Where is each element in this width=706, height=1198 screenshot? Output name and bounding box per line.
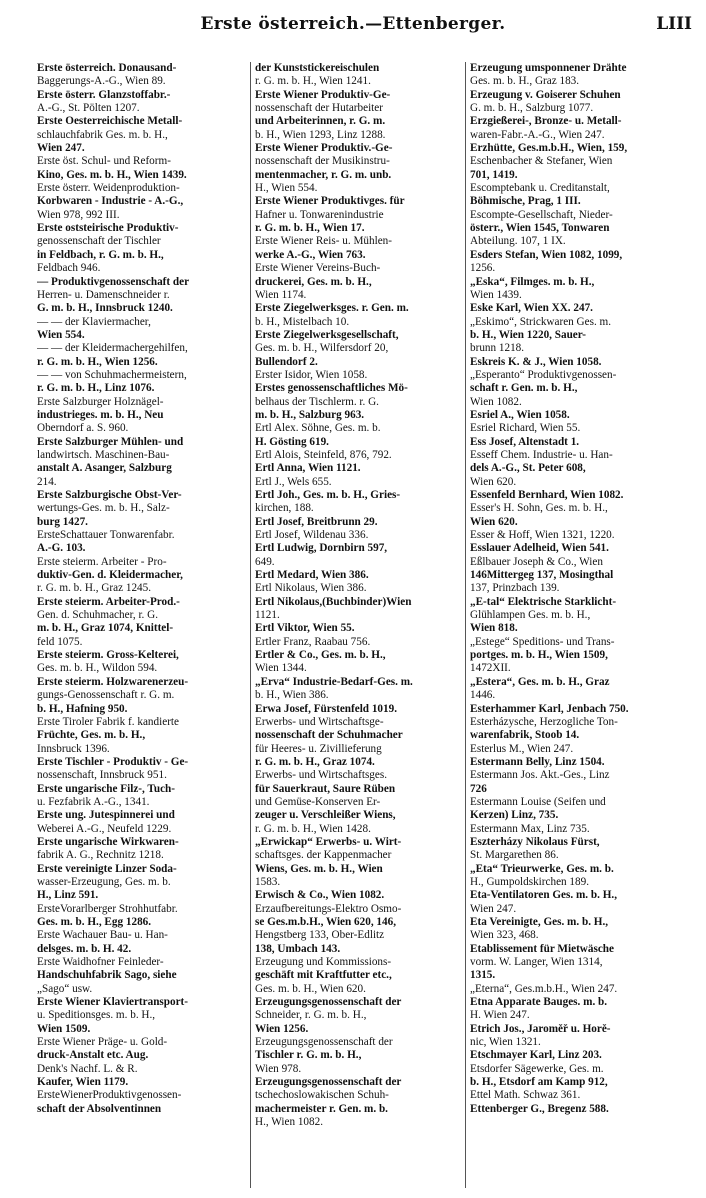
entry-line: Tischler r. G. m. b. H., <box>255 1049 362 1062</box>
page-number: LIII <box>656 14 692 34</box>
entry-line: H., Wien 1082. <box>255 1116 324 1129</box>
entry-line: m. b. H., Graz 1074, Knittel- <box>37 622 174 635</box>
entry-line: dels A.-G., St. Peter 608, <box>470 462 586 475</box>
entry-line: u. Fezfabrik A.-G., 1341. <box>37 795 150 808</box>
entry-line: 146Mittergeg 137, Mosingthal <box>470 569 614 582</box>
entry-line: Erste steierm. Holzwarenerzeu- <box>37 675 189 688</box>
entry-line: Erstes genossenschaftliches Mö- <box>255 382 408 395</box>
entry-line: Wien 620. <box>470 515 518 528</box>
entry-line: G. m. b. H., Innsbruck 1240. <box>37 302 173 315</box>
entry-line: und Arbeiterinnen, r. G. m. <box>255 115 386 128</box>
entry-line: Erzeugung umsponnener Drähte <box>470 62 627 74</box>
entry-line: druck-Anstalt etc. Aug. <box>37 1049 149 1062</box>
entry-line: portges. m. b. H., Wien 1509, <box>470 649 608 662</box>
entry-line: für Sauerkraut, Saure Rüben <box>255 782 396 795</box>
entry-line: Wien 620. <box>470 475 517 488</box>
entry-line: Ges. m. b. H., Graz 183. <box>470 75 580 88</box>
entry-line: — — der Kleidermachergehilfen, <box>37 342 188 355</box>
entry-line: nossenschaft der Schuhmacher <box>255 729 403 742</box>
entry-line: Estermann Max, Linz 735. <box>470 822 590 835</box>
entry-line: H., Linz 591. <box>37 889 99 902</box>
entry-line: wasser-Erzeugung, Ges. m. b. <box>37 875 171 888</box>
entry-line: „Eta“ Trieurwerke, Ges. m. b. <box>470 862 614 875</box>
entry-line: Baggerungs-A.-G., Wien 89. <box>37 75 166 88</box>
entry-line: Kaufer, Wien 1179. <box>37 1076 129 1089</box>
entry-line: 137, Prinzbach 139. <box>470 582 560 595</box>
entry-line: Ettel Math. Schwaz 361. <box>470 1089 581 1102</box>
entry-line: Korbwaren - Industrie - A.-G., <box>37 195 184 208</box>
entry-line: Esslauer Adelheid, Wien 541. <box>470 542 609 555</box>
entry-line: Schneider, r. G. m. b. H., <box>255 1009 367 1022</box>
entry-line: Erste Tischler - Produktiv - Ge- <box>37 755 189 768</box>
entry-line: Erste öst. Schul- und Reform- <box>37 155 171 168</box>
entry-line: anstalt A. Asanger, Salzburg <box>37 462 172 475</box>
entry-line: 1446. <box>470 689 496 702</box>
entry-line: Etrich Jos., Jaroměř u. Horě- <box>470 1022 611 1035</box>
entry-line: Erste steierm. Gross-Kelterei, <box>37 649 179 662</box>
entry-line: A.-G., St. Pölten 1207. <box>37 102 140 115</box>
entry-line: landwirtsch. Maschinen-Bau- <box>37 448 170 461</box>
entry-line: m. b. H., Salzburg 963. <box>255 408 365 421</box>
entry-line: H. Gösting 619. <box>255 435 329 448</box>
entry-line: delsges. m. b. H. 42. <box>37 942 132 955</box>
entry-line: Böhmische, Prag, 1 III. <box>470 195 581 208</box>
entry-line: Esders Stefan, Wien 1082, 1099, <box>470 248 623 261</box>
entry-line: nic, Wien 1321. <box>470 1036 541 1049</box>
entry-line: r. G. m. b. H., Wien 17. <box>255 222 365 235</box>
entry-line: Esriel A., Wien 1058. <box>470 408 570 421</box>
entry-line: Erzeugungsgenossenschaft der <box>255 996 402 1009</box>
entry-line: Wiens, Ges. m. b. H., Wien <box>255 862 383 875</box>
entry-line: industrieges. m. b. H., Neu <box>37 408 164 421</box>
entry-line: schaft r. Gen. m. b. H., <box>470 382 578 395</box>
entry-line: 649. <box>255 555 275 568</box>
entry-line: Weberei A.-G., Neufeld 1229. <box>37 822 172 835</box>
entry-line: Erzhütte, Ges.m.b.H., Wien, 159, <box>470 142 628 155</box>
entry-line: Eskreis K. & J., Wien 1058. <box>470 355 602 368</box>
entry-line: Ertl Josef, Breitbrunn 29. <box>255 515 378 528</box>
entry-line: ErsteSchattauer Tonwarenfabr. <box>37 529 175 542</box>
entry-line: 1583. <box>255 875 281 888</box>
entry-line: schlauchfabrik Ges. m. b. H., <box>37 128 168 141</box>
entry-line: duktiv-Gen. d. Kleidermacher, <box>37 569 183 582</box>
entry-line: Esterlus M., Wien 247. <box>470 742 574 755</box>
entry-line: r. G. m. b. H., Wien 1256. <box>37 355 158 368</box>
entry-line: „Sago“ usw. <box>37 982 93 995</box>
entry-line: b. H., Wien 386. <box>255 689 329 702</box>
entry-line: Erzeugung und Kommissions- <box>255 956 392 969</box>
entry-line: r. G. m. b. H., Wien 1241. <box>255 75 371 88</box>
entry-line: b. H., Etsdorf am Kamp 912, <box>470 1076 608 1089</box>
entry-line: Wien 1256. <box>255 1022 309 1035</box>
entry-line: A.-G. 103. <box>37 542 86 555</box>
entry-line: wertungs-Ges. m. b. H., Salz- <box>37 502 170 515</box>
entry-line: zeuger u. Verschleißer Wiens, <box>255 809 396 822</box>
entry-line: Erste Salzburgische Obst-Ver- <box>37 489 182 501</box>
entry-line: brunn 1218. <box>470 342 525 355</box>
entry-line: Erste ungarische Wirkwaren- <box>37 835 179 848</box>
entry-line: werke A.-G., Wien 763. <box>255 248 366 261</box>
entry-line: Ertl Josef, Wildenau 336. <box>255 529 369 542</box>
entry-line: nossenschaft der Hutarbeiter <box>255 102 383 115</box>
entry-line: r. G. m. b. H., Linz 1076. <box>37 382 155 395</box>
entry-line: geschäft mit Kraftfutter etc., <box>255 969 392 982</box>
entry-line: Etablissement für Mietwäsche <box>470 942 614 955</box>
entry-line: Ges. m. b. H., Wilfersdorf 20, <box>255 342 389 355</box>
entry-line: Erzeugungsgenossenschaft der <box>255 1036 393 1049</box>
entry-line: Erste ungarische Filz-, Tuch- <box>37 782 175 795</box>
entry-line: Glühlampen Ges. m. b. H., <box>470 609 591 622</box>
page-title: Erste österreich.—Ettenberger. <box>200 14 506 34</box>
entry-line: — — der Klaviermacher, <box>37 315 151 328</box>
entry-line: Ess Josef, Altenstadt 1. <box>470 435 580 448</box>
entry-line: Erste Salzburger Mühlen- und <box>37 435 184 448</box>
entry-line: Erste Wachauer Bau- u. Han- <box>37 929 168 942</box>
entry-line: schaftsges. der Kappenmacher <box>255 849 392 862</box>
entry-line: Wien 247. <box>37 142 85 155</box>
entry-line: Erwerbs- und Wirtschaftsge- <box>255 715 384 728</box>
entry-line: ErsteVorarlberger Strohhutfabr. <box>37 902 178 915</box>
entry-line: Ertl Anna, Wien 1121. <box>255 462 361 475</box>
entry-line: Etsdorfer Sägewerke, Ges. m. <box>470 1062 604 1075</box>
entry-line: Wien 978. <box>255 1062 302 1075</box>
entry-line: — Produktivgenossenschaft der <box>37 275 190 288</box>
entry-line: Hafner u. Tonwarenindustrie <box>255 208 384 221</box>
entry-line: Wien 554. <box>37 328 85 341</box>
entry-line: Wien 818. <box>470 622 518 635</box>
entry-line: Erste Waidhofner Feinleder- <box>37 956 164 969</box>
entry-line: Estermann Jos. Akt.-Ges., Linz <box>470 769 610 782</box>
entry-line: Ges. m. b. H., Egg 1286. <box>37 916 152 928</box>
entry-line: Gen. d. Schuhmacher, r. G. <box>37 609 159 622</box>
entry-line: Erster Isidor, Wien 1058. <box>255 368 368 381</box>
entry-line: Erste ung. Jutespinnerei und <box>37 809 175 822</box>
entry-line: 1256. <box>470 262 496 275</box>
entry-line: 138, Umbach 143. <box>255 942 341 955</box>
entry-line: Wien 1174. <box>255 288 307 301</box>
entry-line: Erste Wiener Produktivges. für <box>255 195 405 208</box>
entry-line: Erste Wiener Präge- u. Gold- <box>37 1036 168 1049</box>
entry-line: Denk's Nachf. L. & R. <box>37 1062 138 1075</box>
entry-line: machermeister r. Gen. m. b. <box>255 1102 388 1115</box>
entry-line: Erwa Josef, Fürstenfeld 1019. <box>255 702 398 715</box>
entry-line: ErsteWienerProduktivgenossen- <box>37 1089 182 1102</box>
entry-line: St. Margarethen 86. <box>470 849 559 862</box>
entry-line: 1472XII. <box>470 662 511 675</box>
entry-line: Eske Karl, Wien XX. 247. <box>470 302 593 315</box>
entry-line: burg 1427. <box>37 515 88 528</box>
column-1 <box>37 62 259 1190</box>
entry-line: Esseff Chem. Industrie- u. Han- <box>470 448 613 461</box>
entry-line: druckerei, Ges. m. b. H., <box>255 275 372 288</box>
entry-line: genossenschaft der Tischler <box>37 235 161 248</box>
entry-line: Esterhammer Karl, Jenbach 750. <box>470 702 629 715</box>
entry-line: Ertl Medard, Wien 386. <box>255 569 369 582</box>
entry-line: 214. <box>37 475 57 488</box>
entry-line: Hengstberg 133, Ober-Edlitz <box>255 929 385 942</box>
entry-line: Erste Oesterreichische Metall- <box>37 115 183 128</box>
entry-line: „Estege“ Speditions- und Trans- <box>470 635 615 648</box>
entry-line: waren-Fabr.-A.-G., Wien 247. <box>470 128 605 141</box>
entry-line: Ertl J., Wels 655. <box>255 475 332 488</box>
entry-line: Erzeugung v. Goiserer Schuhen <box>470 88 621 101</box>
entry-line: Estermann Belly, Linz 1504. <box>470 755 605 768</box>
entry-line: H. Wien 247. <box>470 1009 530 1022</box>
entry-line: Esser & Hoff, Wien 1321, 1220. <box>470 529 615 542</box>
entry-line: Erwisch & Co., Wien 1082. <box>255 889 385 902</box>
entry-line: nossenschaft der Musikinstru- <box>255 155 390 168</box>
entry-line: Ertl Viktor, Wien 55. <box>255 622 355 635</box>
entry-line: 1315. <box>470 969 496 982</box>
entry-line: 701, 1419. <box>470 168 518 181</box>
entry-line: 1121. <box>255 609 280 622</box>
entry-line: Erste steierm. Arbeiter - Pro- <box>37 555 167 568</box>
entry-line: kirchen, 188. <box>255 502 314 515</box>
entry-line: H., Wien 554. <box>255 182 318 195</box>
entry-line: „Erva“ Industrie-Bedarf-Ges. m. <box>255 675 413 688</box>
entry-line: Eta-Ventilatoren Ges. m. b. H., <box>470 889 617 902</box>
entry-line: H., Gumpoldskirchen 189. <box>470 875 590 888</box>
entry-line: r. G. m. b. H., Graz 1074. <box>255 755 375 768</box>
entry-line: „Eterna“, Ges.m.b.H., Wien 247. <box>470 982 618 995</box>
entry-line: Erste Wiener Vereins-Buch- <box>255 262 381 275</box>
entry-line: Erste Ziegelwerksges. r. Gen. m. <box>255 302 409 315</box>
entry-line: Wien 1509. <box>37 1022 91 1035</box>
entry-line: „Esperanto“ Produktivgenossen- <box>470 368 617 381</box>
entry-line: feld 1075. <box>37 635 83 648</box>
entry-line: der Kunststickereischulen <box>255 62 380 74</box>
entry-line: b. H., Wien 1220, Sauer- <box>470 328 587 341</box>
entry-line: Erste österr. Glanzstoffabr.- <box>37 88 171 101</box>
entry-line: Erste Wiener Produktiv-Ge- <box>255 88 391 101</box>
entry-line: r. G. m. b. H., Wien 1428. <box>255 822 371 835</box>
entry-line: „Eskimo“, Strickwaren Ges. m. <box>470 315 612 328</box>
entry-line: mentenmacher, r. G. m. unb. <box>255 168 392 181</box>
entry-line: Ertl Alois, Steinfeld, 876, 792. <box>255 448 392 461</box>
entry-line: Erste vereinigte Linzer Soda- <box>37 862 177 875</box>
entry-line: Oberndorf a. S. 960. <box>37 422 129 435</box>
entry-line: Eßlbauer Joseph & Co., Wien <box>470 555 603 568</box>
entry-line: Eschenbacher & Stefaner, Wien <box>470 155 613 168</box>
entry-line: Kerzen) Linz, 735. <box>470 809 559 822</box>
entry-line: „Eska“, Filmges. m. b. H., <box>470 275 595 288</box>
entry-line: b. H., Hafning 950. <box>37 702 128 715</box>
entry-line: Ertl Alex. Söhne, Ges. m. b. <box>255 422 381 435</box>
entry-line: Ertl Ludwig, Dornbirn 597, <box>255 542 388 555</box>
entry-line: Escompte-Gesellschaft, Nieder- <box>470 208 613 221</box>
entry-line: vorm. W. Langer, Wien 1314, <box>470 956 603 969</box>
entry-line: Ettenberger G., Bregenz 588. <box>470 1102 609 1115</box>
entry-line: Ertl Joh., Ges. m. b. H., Gries- <box>255 489 401 501</box>
entry-line: Erste österreich. Donausand- <box>37 62 177 74</box>
entry-line: gungs-Genossenschaft r. G. m. <box>37 689 175 702</box>
entry-line: Kino, Ges. m. b. H., Wien 1439. <box>37 168 187 181</box>
entry-line: „Erwickap“ Erwerbs- u. Wirt- <box>255 835 402 848</box>
entry-line: belhaus der Tischlerm. r. G. <box>255 395 379 408</box>
entry-line: Wien 1082. <box>470 395 522 408</box>
entry-line: Abteilung. 107, 1 IX. <box>470 235 566 248</box>
entry-line: r. G. m. b. H., Graz 1245. <box>37 582 152 595</box>
entry-line: Ertl Nikolaus, Wien 386. <box>255 582 367 595</box>
entry-line: Wien 978, 992 III. <box>37 208 120 221</box>
entry-line: Herren- u. Damenschneider r. <box>37 288 170 301</box>
entry-line: Erste Wiener Klaviertransport- <box>37 996 189 1009</box>
entry-line: Erste Wiener Produktiv.-Ge- <box>255 142 393 155</box>
entry-line: Eszterházy Nikolaus Fürst, <box>470 835 600 848</box>
entry-line: Ges. m. b. H., Wildon 594. <box>37 662 158 675</box>
entry-line: Erste Tiroler Fabrik f. kandierte <box>37 715 179 728</box>
entry-line: — — von Schuhmachermeistern, <box>37 368 187 381</box>
entry-line: Feldbach 946. <box>37 262 101 275</box>
entry-line: tschechoslowakischen Schuh- <box>255 1089 389 1102</box>
entry-line: Handschuhfabrik Sago, siehe <box>37 969 177 982</box>
entry-line: Escomptebank u. Creditanstalt, <box>470 182 610 195</box>
entry-line: Innsbruck 1396. <box>37 742 110 755</box>
entry-line: se Ges.m.b.H., Wien 620, 146, <box>255 916 396 928</box>
entry-line: Erzaufbereitungs-Elektro Osmo- <box>255 902 402 915</box>
entry-line: Esser's H. Sohn, Ges. m. b. H., <box>470 502 608 515</box>
entry-line: b. H., Wien 1293, Linz 1288. <box>255 128 386 141</box>
entry-line: Esriel Richard, Wien 55. <box>470 422 581 435</box>
entry-line: nossenschaft, Innsbruck 951. <box>37 769 167 782</box>
entry-line: in Feldbach, r. G. m. b. H., <box>37 248 164 261</box>
entry-line: Essenfeld Bernhard, Wien 1082. <box>470 489 624 501</box>
page-header <box>0 14 706 40</box>
entry-line: Esterházysche, Herzogliche Ton- <box>470 715 618 728</box>
entry-line: Ertl Nikolaus,(Buchbinder)Wien <box>255 595 412 608</box>
entry-line: Ertler Franz, Raabau 756. <box>255 635 371 648</box>
entry-line: Etna Apparate Bauges. m. b. <box>470 996 608 1009</box>
entry-line: Erste Wiener Reis- u. Mühlen- <box>255 235 392 248</box>
entry-line: Erzgießerei-, Bronze- u. Metall- <box>470 115 622 128</box>
column-3 <box>470 62 692 1190</box>
entry-line: schaft der Absolventinnen <box>37 1102 162 1115</box>
entry-line: Früchte, Ges. m. b. H., <box>37 729 146 742</box>
entry-line: Wien 247. <box>470 902 517 915</box>
entry-line: Erste österr. Weidenproduktion- <box>37 182 180 195</box>
entry-line: Wien 1344. <box>255 662 307 675</box>
entry-line: Erzeugungsgenossenschaft der <box>255 1076 402 1089</box>
entry-line: Ges. m. b. H., Wien 620. <box>255 982 366 995</box>
entry-line: für Heeres- u. Zivillieferung <box>255 742 382 755</box>
entry-line: b. H., Mistelbach 10. <box>255 315 350 328</box>
entry-line: Wien 323, 468. <box>470 929 539 942</box>
entry-line: Eta Vereinigte, Ges. m. b. H., <box>470 916 609 928</box>
entry-line: Estermann Louise (Seifen und <box>470 795 606 808</box>
entry-line: Erste oststeirische Produktiv- <box>37 222 179 235</box>
entry-line: u. Speditionsges. m. b. H., <box>37 1009 156 1022</box>
entry-line: Bullendorf 2. <box>255 355 318 368</box>
entry-line: Wien 1439. <box>470 288 522 301</box>
entry-line: Etschmayer Karl, Linz 203. <box>470 1049 602 1062</box>
entry-line: Erste Salzburger Holznägel- <box>37 395 164 408</box>
entry-line: Erwerbs- und Wirtschaftsges. <box>255 769 388 782</box>
entry-line: Ertler & Co., Ges. m. b. H., <box>255 649 386 662</box>
entry-line: Erste Ziegelwerksgesellschaft, <box>255 328 399 341</box>
entry-line: österr., Wien 1545, Tonwaren <box>470 222 610 235</box>
entry-line: „E-tal“ Elektrische Starklicht- <box>470 595 617 608</box>
column-2 <box>255 62 477 1190</box>
entry-line: warenfabrik, Stoob 14. <box>470 729 580 742</box>
entry-line: 726 <box>470 782 487 795</box>
entry-line: fabrik A. G., Rechnitz 1218. <box>37 849 164 862</box>
entry-line: und Gemüse-Konserven Er- <box>255 795 381 808</box>
entry-line: „Estera“, Ges. m. b. H., Graz <box>470 675 610 688</box>
entry-line: G. m. b. H., Salzburg 1077. <box>470 102 594 115</box>
entry-line: Erste steierm. Arbeiter-Prod.- <box>37 595 180 608</box>
